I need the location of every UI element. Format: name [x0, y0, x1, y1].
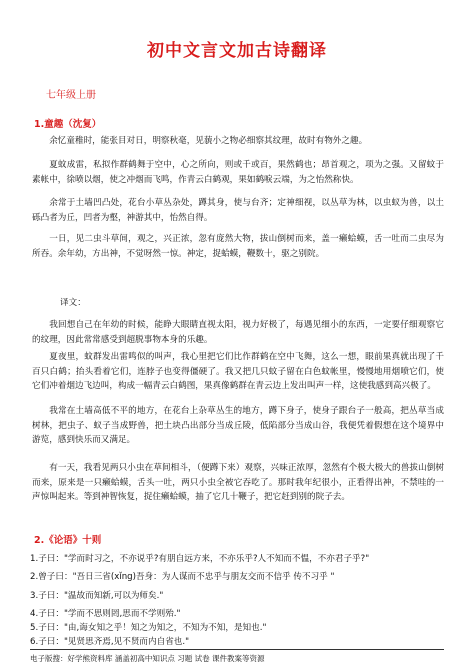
- translation-paragraph: 我回想自己在年幼的时候，能睁大眼睛直视太阳，视力好极了，每遇见细小的东西，一定要仔细观察它的纹理，因此常常感受到超脱事物本身的乐趣。: [32, 320, 444, 345]
- grade-heading: 七年级上册: [46, 90, 96, 101]
- document-title: 初中文言文加古诗翻译: [147, 41, 327, 61]
- translation-paragraph: 我常在土墙高低不平的地方，在花台上杂草丛生的地方，蹲下身子，使身子跟台子一般高，把丛草当成树林，把虫子、蚁子当成野兽，把土块凸出部分当成丘陵，低陷部分当成山谷，我便凭着假想在这个境界中游览，感到快乐而又满足。: [32, 406, 444, 445]
- page-footer: 电子版搜：好学熊资料库 涵盖初高中知识点 习题 试卷 课件教案等资源: [30, 649, 444, 664]
- lunyu-item: 4.子曰："学而不思则罔,思而不学则殆.": [30, 609, 181, 619]
- lunyu-item: 5.子曰："由,诲女知之乎！知之为知之，不知为不知，是知也.": [30, 623, 267, 633]
- section-heading-lunyu: 2.《论语》十则: [34, 535, 102, 546]
- translation-paragraph: 有一天，我看见两只小虫在草间相斗，（便蹲下来）观察，兴味正浓厚，忽然有个极大极大的兽拔山倒树而来，原来是一只癞蛤蟆，舌头一吐，两只小虫全被它吞吃了。那时我年纪很小，正看得出神，不禁哇的一声惊叫起来。等到神智恢复，捉住癞蛤蟆，抽了它几十鞭子，把它赶到别的院子去。: [32, 463, 444, 502]
- lunyu-item: 3.子曰："温故而知新,可以为师矣.": [30, 591, 164, 601]
- original-paragraph: 余忆童稚时，能张目对日，明察秋毫，见藐小之物必细察其纹理，故时有物外之趣。: [49, 136, 368, 146]
- original-paragraph: 一日，见二虫斗草间，观之，兴正浓，忽有庞然大物，拔山倒树而来，盖一癞蛤蟆，舌一吐而二虫尽为所吞。余年幼，方出神，不觉呀然一惊。神定，捉蛤蟆，鞭数十，驱之别院。: [32, 234, 444, 259]
- original-paragraph: 夏蚊成雷，私拟作群鹤舞于空中，心之所向，则或千或百，果然鹤也；昂首观之，项为之强。又留蚊于素帐中，徐喷以烟，使之冲烟而飞鸣，作青云白鹤观，果如鹤唳云端，为之怡然称快。: [32, 160, 444, 185]
- original-paragraph: 余常于土墙凹凸处，花台小草丛杂处，蹲其身，使与台齐；定神细视，以丛草为林，以虫蚁为兽，以土砾凸者为丘，凹者为壑，神游其中，怡然自得。: [32, 198, 444, 223]
- translation-label: 译文：: [60, 298, 86, 308]
- lunyu-item: 1.子曰："学而时习之，不亦说乎?有朋自远方来，不亦乐乎?人不知而不愠，不亦君子乎?": [30, 554, 370, 564]
- lunyu-item: 6.子曰："见贤思齐焉,见不贤而内自省也.": [30, 637, 190, 647]
- lunyu-item: 2.曾子曰："吾日三省(xǐng)吾身：为人谋而不忠乎与朋友交而不信乎 传不习乎 ": [30, 572, 335, 582]
- translation-paragraph: 夏夜里，蚊群发出雷鸣似的叫声，我心里把它们比作群鹤在空中飞舞，这么一想，眼前果真就出现了千百只白鹤；抬头看着它们，连脖子也变得僵硬了。我又把几只蚊子留在白色蚊帐里，慢慢地用烟喷它们，使它们冲着烟边飞边叫，构成一幅青云白鹤图，果真像鹤群在青云边上发出叫声一样，这使我感到高兴极了。: [32, 352, 444, 391]
- section-heading-tongqu: 1.童趣（沈复）: [34, 119, 102, 130]
